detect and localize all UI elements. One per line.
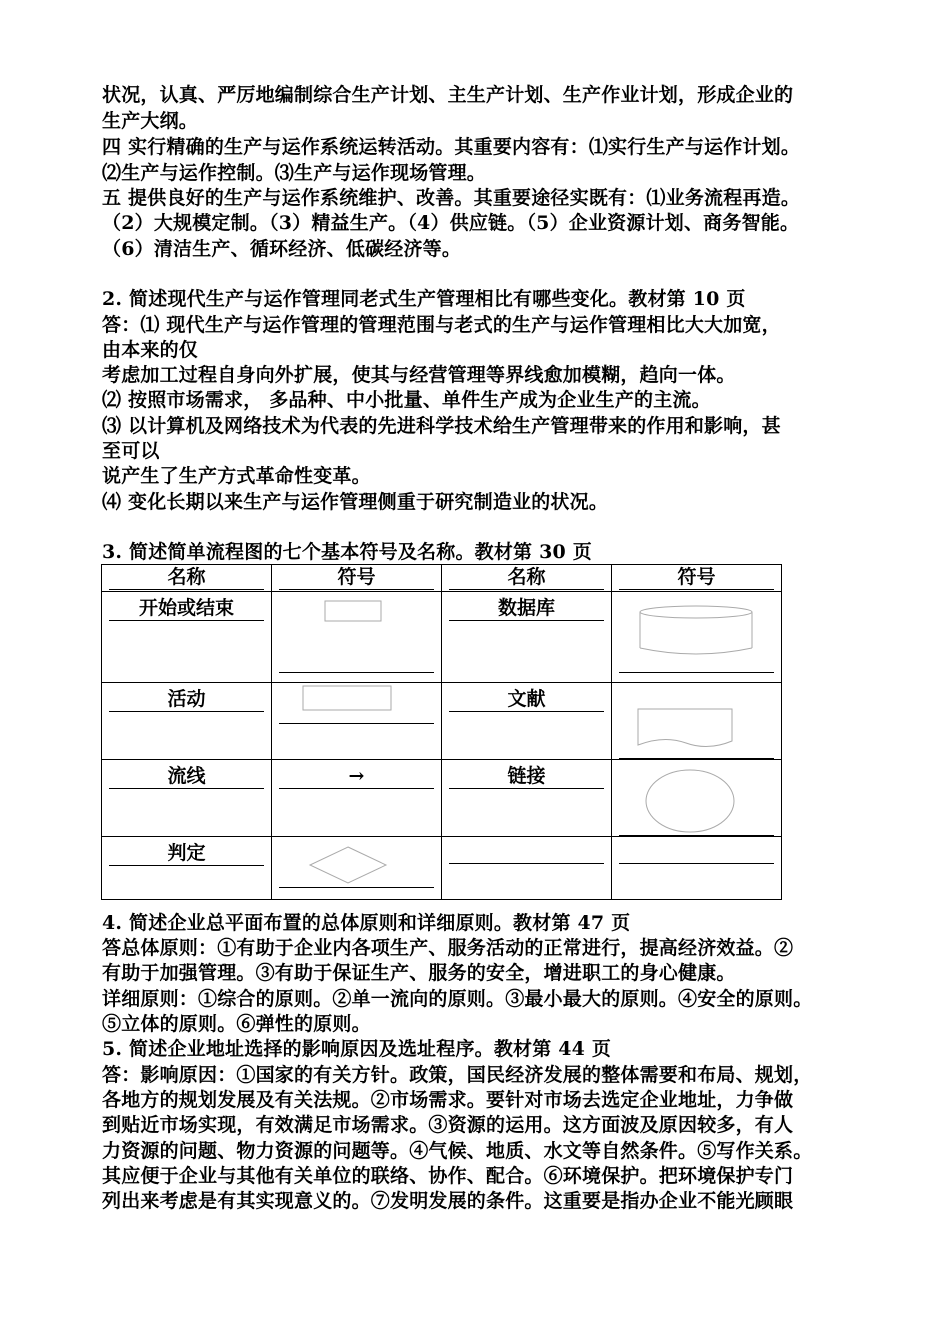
flowchart-symbols-table bbox=[101, 564, 782, 900]
header-label: 符号 bbox=[619, 565, 774, 590]
table-cell bbox=[442, 837, 612, 900]
text-line: （2）大规模定制。（3）精益生产。（4）供应链。（5）企业资源计划、商务智能。 bbox=[102, 212, 800, 234]
text-line: 考虑加工过程自身向外扩展，使其与经营管理等界线愈加模糊，趋向一体。 bbox=[102, 364, 736, 386]
text-line: 详细原则：①综合的原则。②单一流向的原则。③最小最大的原则。④安全的原则。 bbox=[102, 988, 813, 1010]
table-cell bbox=[272, 837, 442, 900]
table-cell bbox=[442, 592, 612, 683]
symbol-name: 判定 bbox=[109, 841, 264, 866]
table-cell bbox=[612, 760, 782, 837]
table-row bbox=[102, 837, 782, 900]
rule-line bbox=[619, 672, 774, 673]
table-header-cell bbox=[612, 565, 782, 592]
table-header-row bbox=[102, 565, 782, 592]
table-cell bbox=[612, 592, 782, 683]
text-line: 由本来的仅 bbox=[102, 339, 199, 361]
text-line: ⑵ 按照市场需求， 多品种、中小批量、单件生产成为企业生产的主流。 bbox=[102, 389, 711, 411]
table-cell bbox=[102, 592, 272, 683]
table-row bbox=[102, 760, 782, 837]
header-label: 名称 bbox=[449, 565, 604, 590]
text-line: 五 提供良好的生产与运作系统维护、改善。其重要途径实既有：⑴业务流程再造。 bbox=[102, 187, 801, 209]
text-line: 答：影响原因：①国家的有关方针。政策，国民经济发展的整体需要和布局、规划， bbox=[102, 1064, 813, 1086]
cylinder-icon bbox=[638, 604, 758, 658]
text-line: 列出来考虑是有其实现意义的。⑦发明发展的条件。这重要是指办企业不能光顾眼 bbox=[102, 1190, 794, 1212]
text-line: 到贴近市场实现，有效满足市场需求。③资源的运用。这方面波及原因较多，有人 bbox=[102, 1114, 794, 1136]
text-line: ⑷ 变化长期以来生产与运作管理侧重于研究制造业的状况。 bbox=[102, 491, 609, 513]
symbol-name: 流线 bbox=[109, 764, 264, 789]
diamond-icon bbox=[308, 845, 390, 885]
symbol-name: 数据库 bbox=[449, 596, 604, 621]
text-line: ⑶ 以计算机及网络技术为代表的先进科学技术给生产管理带来的作用和影响，甚 bbox=[102, 415, 781, 437]
table-cell bbox=[612, 683, 782, 760]
rect-icon bbox=[324, 600, 384, 624]
table-cell bbox=[272, 592, 442, 683]
text-line: 力资源的问题、物力资源的问题等。④气候、地质、水文等自然条件。⑤写作关系。 bbox=[102, 1140, 813, 1162]
symbol-name: 活动 bbox=[109, 687, 264, 712]
table-cell bbox=[272, 760, 442, 837]
text-line: ⑤立体的原则。⑥弹性的原则。 bbox=[102, 1013, 371, 1035]
arrow-icon: → bbox=[279, 764, 434, 789]
rule-line bbox=[279, 887, 434, 888]
text-line: 说产生了生产方式革命性变革。 bbox=[102, 465, 371, 487]
table-cell bbox=[442, 683, 612, 760]
table-row bbox=[102, 592, 782, 683]
table-row bbox=[102, 683, 782, 760]
rule-line bbox=[279, 672, 434, 673]
table-cell bbox=[102, 683, 272, 760]
text-line: 各地方的规划发展及有关法规。②市场需求。要针对市场去选定企业地址，力争做 bbox=[102, 1089, 794, 1111]
rect-icon bbox=[302, 685, 394, 713]
rule-line bbox=[449, 863, 604, 864]
header-label: 符号 bbox=[279, 565, 434, 590]
table-header-cell bbox=[272, 565, 442, 592]
text-line: 答总体原则：①有助于企业内各项生产、服务活动的正常进行，提高经济效益。② bbox=[102, 937, 794, 959]
symbol-name: 文献 bbox=[449, 687, 604, 712]
question-heading: 5. 简述企业地址选择的影响原因及选址程序。教材第 44 页 bbox=[102, 1038, 612, 1060]
table-cell bbox=[612, 837, 782, 900]
document-icon bbox=[636, 707, 736, 751]
text-line: 四 实行精确的生产与运作系统运转活动。其重要内容有：⑴实行生产与运作计划。 bbox=[102, 136, 801, 158]
table-cell bbox=[272, 683, 442, 760]
question-heading: 4. 简述企业总平面布置的总体原则和详细原则。教材第 47 页 bbox=[102, 912, 631, 934]
text-line: 其应便于企业与其他有关单位的联络、协作、配合。⑥环境保护。把环境保护专门 bbox=[102, 1165, 794, 1187]
text-line: 答：⑴ 现代生产与运作管理的管理范围与老式的生产与运作管理相比大大加宽， bbox=[102, 314, 781, 336]
text-line: ⑵生产与运作控制。⑶生产与运作现场管理。 bbox=[102, 162, 487, 184]
table-cell bbox=[442, 760, 612, 837]
text-line: （6）清洁生产、循环经济、低碳经济等。 bbox=[102, 238, 462, 260]
header-label: 名称 bbox=[109, 565, 264, 590]
table-header-cell bbox=[442, 565, 612, 592]
text-line: 生产大纲。 bbox=[102, 110, 199, 132]
symbol-name: 开始或结束 bbox=[109, 596, 264, 621]
text-line: 状况，认真、严厉地编制综合生产计划、主生产计划、生产作业计划，形成企业的 bbox=[102, 84, 794, 106]
circle-icon bbox=[644, 768, 736, 834]
text-line: 有助于加强管理。③有助于保证生产、服务的安全，增进职工的身心健康。 bbox=[102, 962, 736, 984]
table-cell bbox=[102, 837, 272, 900]
table-header-cell bbox=[102, 565, 272, 592]
rule-line bbox=[619, 863, 774, 864]
table-cell bbox=[102, 760, 272, 837]
rule-line bbox=[279, 723, 434, 724]
text-line: 至可以 bbox=[102, 440, 160, 462]
question-heading: 2. 简述现代生产与运作管理同老式生产管理相比有哪些变化。教材第 10 页 bbox=[102, 288, 746, 310]
symbol-name: 链接 bbox=[449, 764, 604, 789]
question-heading: 3. 简述简单流程图的七个基本符号及名称。教材第 30 页 bbox=[102, 541, 592, 563]
